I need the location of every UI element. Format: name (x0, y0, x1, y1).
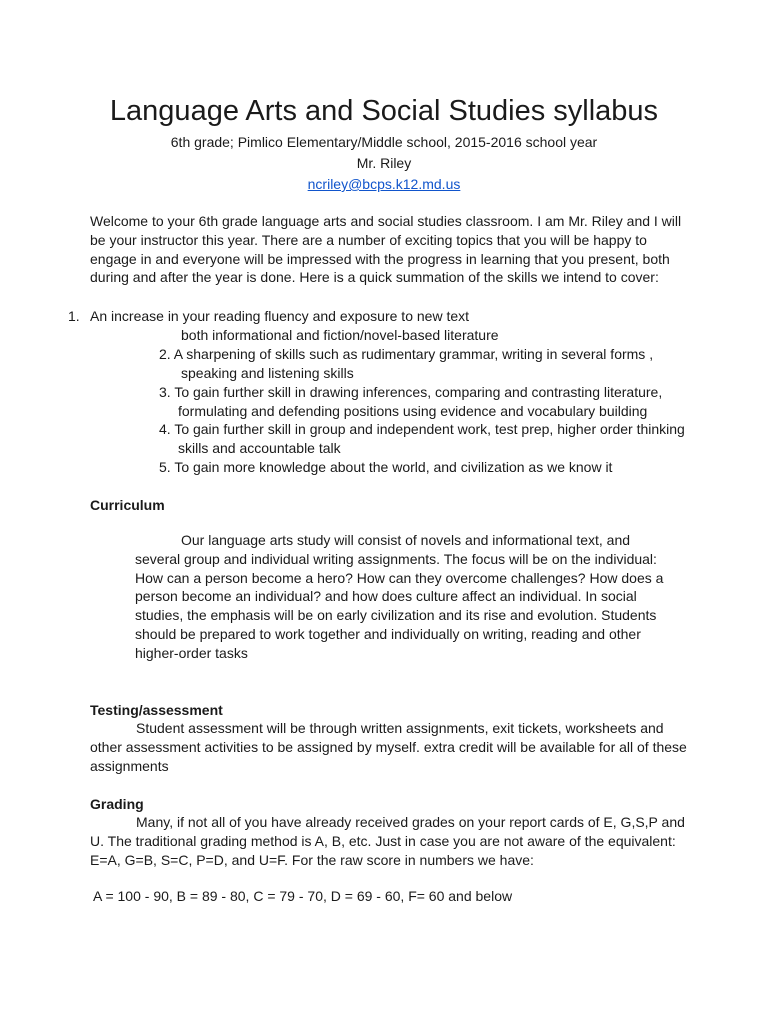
teacher-name: Mr. Riley (356, 155, 412, 171)
grading-paragraph: Many, if not all of you have already received grades on your report cards of E, G,S,P and U. The traditional grading method is A, B, etc. Just in case you are not aware of the equivalent: E=A, G=B, S=C, P=D, and U=F. For the raw score in numbers we have: (90, 814, 685, 868)
testing-paragraph: Student assessment will be through written assignments, exit tickets, worksheets and other assessment activities to be assigned by myself. extra credit will be available for all of these assignments (90, 720, 687, 774)
email-line (0, 175, 768, 193)
list-item-3-line1: 3. To gain further skill in drawing inferences, comparing and contrasting literature, (159, 384, 663, 400)
list-item-1-marker: 1. (68, 308, 80, 324)
list-item-5-line1: 5. To gain more knowledge about the world, and civilization as we know it (159, 459, 613, 475)
list-item-2-line1: 2. A sharpening of skills such as rudimentary grammar, writing in several forms , (159, 346, 654, 362)
list-item-2-line2: speaking and listening skills (181, 365, 354, 381)
list-item-1-line2: both informational and fiction/novel-based literature (181, 327, 499, 343)
list-item-3-line2: formulating and defending positions using evidence and vocabulary building (178, 403, 648, 419)
intro-paragraph: Welcome to your 6th grade language arts and social studies classroom. I am Mr. Riley and I will be your instructor this year. There are a number of exciting topics that you will be happy to engage in and everyone will be impressed with the progress in learning that you present, both during and after the year is done. Here is a quick summation of the skills we intend to cover: (90, 213, 682, 286)
curriculum-paragraph: Our language arts study will consist of novels and informational text, and several group and individual writing assignments. The focus will be on the individual: How can a person become a hero? How can they overcome challenges? How does a person become an individual? and how does culture affect an individual. In social studies, the emphasis will be on early civilization and its rise and evolution. Students should be prepared to work together and individually on writing, reading and other higher-order tasks (135, 532, 664, 661)
list-item-4-line1: 4. To gain further skill in group and independent work, test prep, higher order thinking (159, 421, 685, 437)
document-subtitle: 6th grade; Pimlico Elementary/Middle school, 2015-2016 school year (170, 134, 598, 150)
curriculum-heading: Curriculum (90, 497, 165, 513)
list-item-1-line1: An increase in your reading fluency and exposure to new text (90, 308, 470, 324)
document-title: Language Arts and Social Studies syllabus (109, 95, 659, 127)
grading-heading: Grading (90, 796, 144, 812)
email-link[interactable]: ncriley@bcps.k12.md.us (307, 176, 461, 192)
list-item-4-line2: skills and accountable talk (178, 440, 341, 456)
grading-scale: A = 100 - 90, B = 89 - 80, C = 79 - 70, D = 69 - 60, F= 60 and below (93, 888, 513, 904)
testing-heading: Testing/assessment (90, 702, 223, 718)
